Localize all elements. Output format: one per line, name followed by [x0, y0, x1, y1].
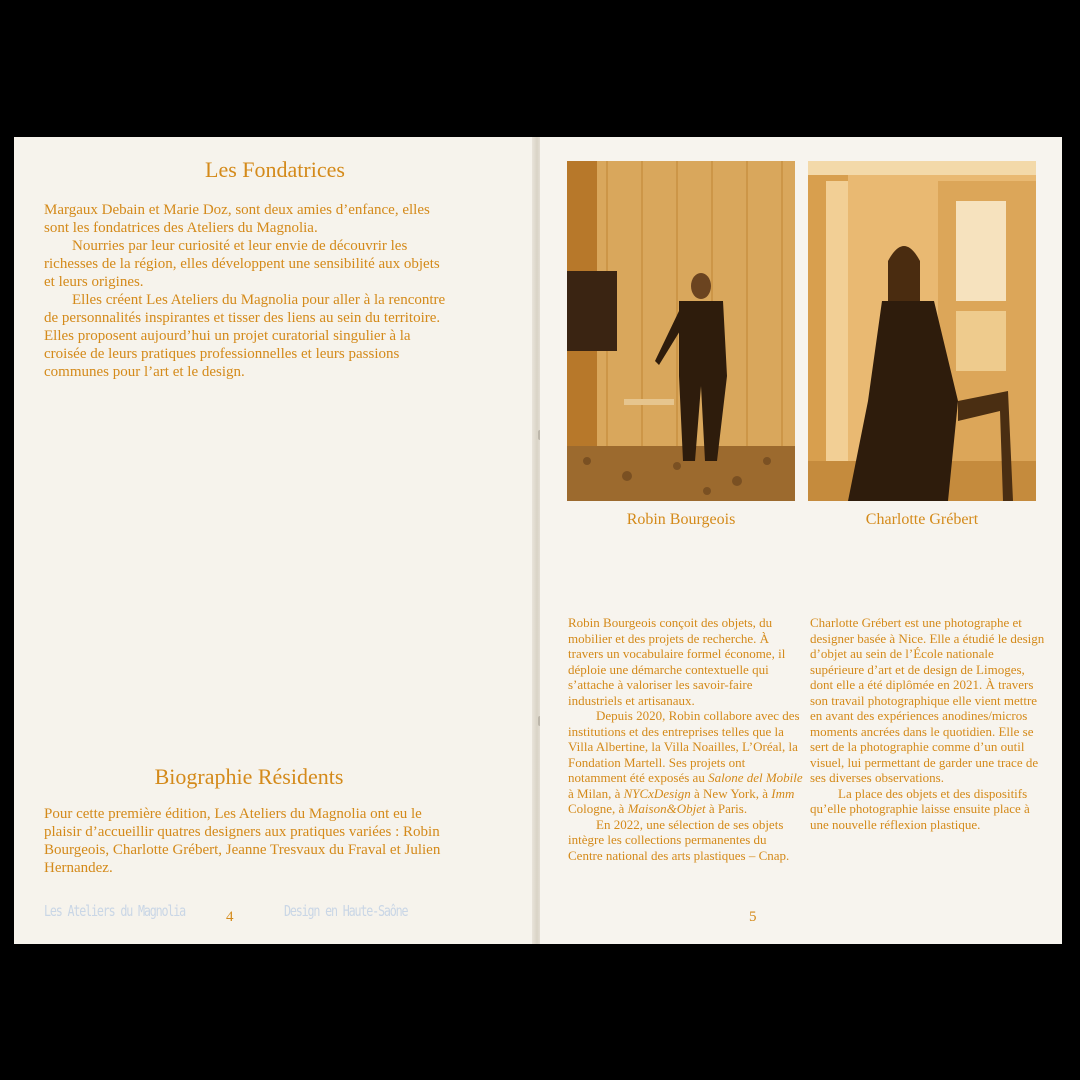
portrait-image: [808, 161, 1036, 501]
fondatrices-paragraph-2: Nourries par leur curiosité et leur envie de découvrir les richesses de la région, elles développent une sensibilité aux objets et leurs origines.: [44, 238, 440, 290]
robin-italic-span: NYCxDesign: [623, 785, 691, 801]
page-number-left: 4: [226, 909, 234, 925]
robin-italic-span: Salone del Mobile: [708, 770, 803, 785]
charlotte-bio-column: [810, 615, 1046, 832]
footer-left-title: Les Ateliers du Magnolia: [44, 902, 185, 920]
robin-paragraph-1: Robin Bourgeois conçoit des objets, du mobilier et des projets de recherche. À travers un vocabulaire formel économe, il déploie une démarche contextuelle qui s’attache à valoriser les savoir-faire industriels et artisanaux.: [568, 615, 786, 708]
biographie-paragraph: Pour cette première édition, Les Ateliers du Magnolia ont eu le plaisir d’accueillir quatres designers aux pratiques variées : Robin Bourgeois, Charlotte Grébert, Jeanne Tresvaux du Fraval et Julien Hernandez.: [44, 806, 441, 876]
fondatrices-title: Les Fondatrices: [205, 157, 345, 182]
robin-paragraph-2: [568, 708, 804, 817]
robin-italic-span: Maison&Objet: [627, 801, 706, 816]
fondatrices-text: [44, 201, 454, 381]
charlotte-paragraph-1: Charlotte Grébert est une photographe et designer basée à Nice. Elle a étudié le design d’objet au sein de l’École nationale supérieure d’art et de design de Limoges, dont elle a été diplômée en 2021. À travers son travail photographique elle vient mettre en avant des expériences anodines/micros moments ancrées dans le quotidien. Elle se sert de la photographie comme d’un outil visuel, lui permettant de garder une trace de ses diverses observations.: [810, 615, 1045, 785]
robin-italic-span: Imm: [771, 785, 795, 801]
robin-paragraph-3: En 2022, une sélection de ses objets intègre les collections permanentes du Centre national des arts plastiques – Cnap.: [568, 816, 790, 863]
left-page: [14, 137, 536, 944]
caption-robin-bourgeois: Robin Bourgeois: [626, 511, 736, 528]
right-page: [540, 137, 1062, 944]
biographie-text: [44, 805, 454, 877]
robin-text-span: à New York, à: [690, 785, 772, 801]
portrait-image: [567, 161, 795, 501]
robin-bio-column: [568, 615, 804, 863]
charlotte-paragraph-2: La place des objets et des dispositifs qu’elle photographie laisse ensuite place à une nouvelle réflexion plastique.: [810, 785, 1030, 832]
fondatrices-paragraph-3: Elles créent Les Ateliers du Magnolia pour aller à la rencontre de personnalités inspirantes et tisser des liens au sein du territoire. Elles proposent aujourd’hui un projet curatorial singulier à la croisée de leurs pratiques professionnelles et leurs passions communes pour l’art et le design.: [44, 292, 446, 380]
footer-right-title: Design en Haute-Saône: [284, 902, 408, 920]
biographie-title: Biographie Résidents: [154, 764, 344, 789]
robin-text-span: à Milan, à: [568, 785, 624, 801]
page-number-right: 5: [749, 909, 757, 925]
fondatrices-paragraph-1: Margaux Debain et Marie Doz, sont deux amies d’enfance, elles sont les fondatrices des Ateliers du Magnolia.: [44, 202, 430, 236]
caption-charlotte-grebert: Charlotte Grébert: [865, 511, 979, 528]
robin-text-span: Cologne, à: [568, 801, 628, 816]
photo-charlotte-grebert: [808, 161, 1036, 501]
robin-text-span: à Paris.: [705, 801, 748, 816]
photo-robin-bourgeois: [567, 161, 795, 501]
robin-text-span: Depuis 2020, Robin collabore avec des institutions et des entreprises telles que la Villa Albertine, la Villa Noailles, L’Oréal, la Fondation Martell. Ses projets ont notamment été exposés au: [568, 708, 800, 785]
